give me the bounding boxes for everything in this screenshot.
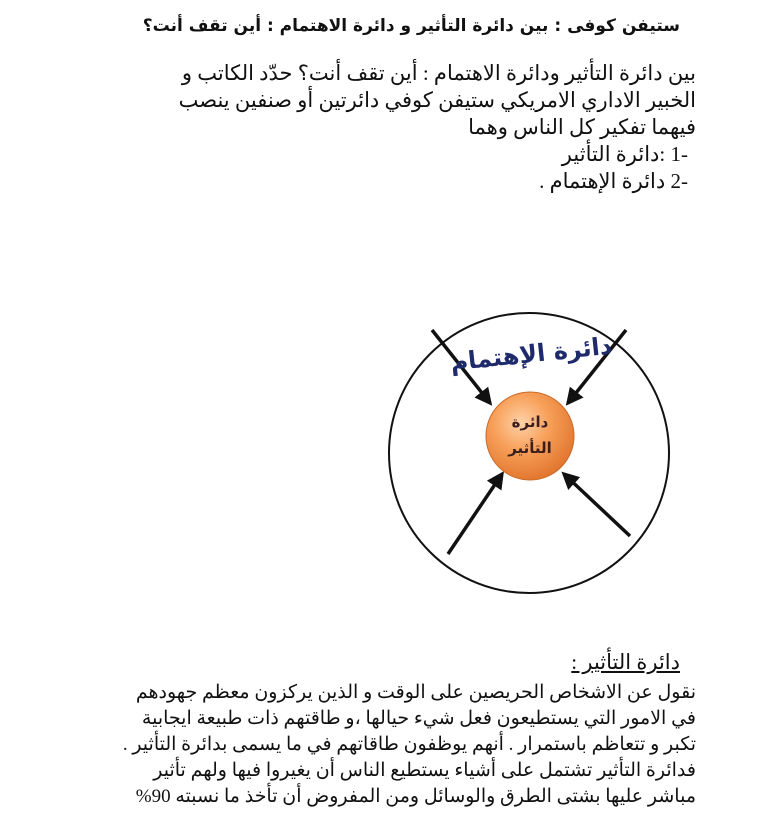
- intro-line: فيهما تفكير كل الناس وهما: [468, 115, 696, 139]
- intro-list-item: -1 :دائرة التأثير: [561, 142, 688, 166]
- arrow-bottom-left: [448, 474, 502, 554]
- body-line: نقول عن الاشخاص الحريصين على الوقت و الذين يركزون معظم جهودهم: [135, 682, 696, 703]
- section-body: [56, 680, 696, 810]
- intro-paragraph: [56, 60, 696, 195]
- inner-circle-label-line1: دائرة: [511, 413, 549, 431]
- body-line: فدائرة التأثير تشتمل على أشياء يستطيع الناس أن يغيروا فيها ولهم تأثير: [153, 760, 696, 781]
- inner-circle-label-line2: التأثير: [508, 439, 552, 457]
- intro-line: الخبير الاداري الامريكي ستيفن كوفي دائرتين أو صنفين ينصب: [178, 88, 696, 112]
- arrow-bottom-right: [564, 474, 630, 536]
- body-line: تكبر و تتعاظم باستمرار . أنهم يوظفون طاقاتهم في ما يسمى بدائرة التأثير .: [122, 734, 696, 755]
- circles-diagram-svg: [384, 308, 674, 598]
- intro-list-item: -2 دائرة الإهتمام .: [539, 169, 688, 193]
- inner-circle: [486, 392, 574, 480]
- body-line: في الامور التي يستطيعون فعل شيء حيالها ،و طاقتهم ذات طبيعة ايجابية: [141, 708, 696, 729]
- page-title: ستيفن كوفى : بين دائرة التأثير و دائرة الاهتمام : أين تقف أنت؟: [142, 16, 680, 36]
- body-line: مباشر عليها بشتى الطرق والوسائل ومن المفروض أن تأخذ ما نسبته 90%: [135, 786, 696, 807]
- circles-diagram: [384, 308, 674, 598]
- section-heading: دائرة التأثير :: [571, 650, 680, 674]
- intro-line: بين دائرة التأثير ودائرة الاهتمام : أين تقف أنت؟ حدّد الكاتب و: [181, 61, 696, 85]
- outer-circle-label: دائرة الإهتمام: [449, 331, 614, 377]
